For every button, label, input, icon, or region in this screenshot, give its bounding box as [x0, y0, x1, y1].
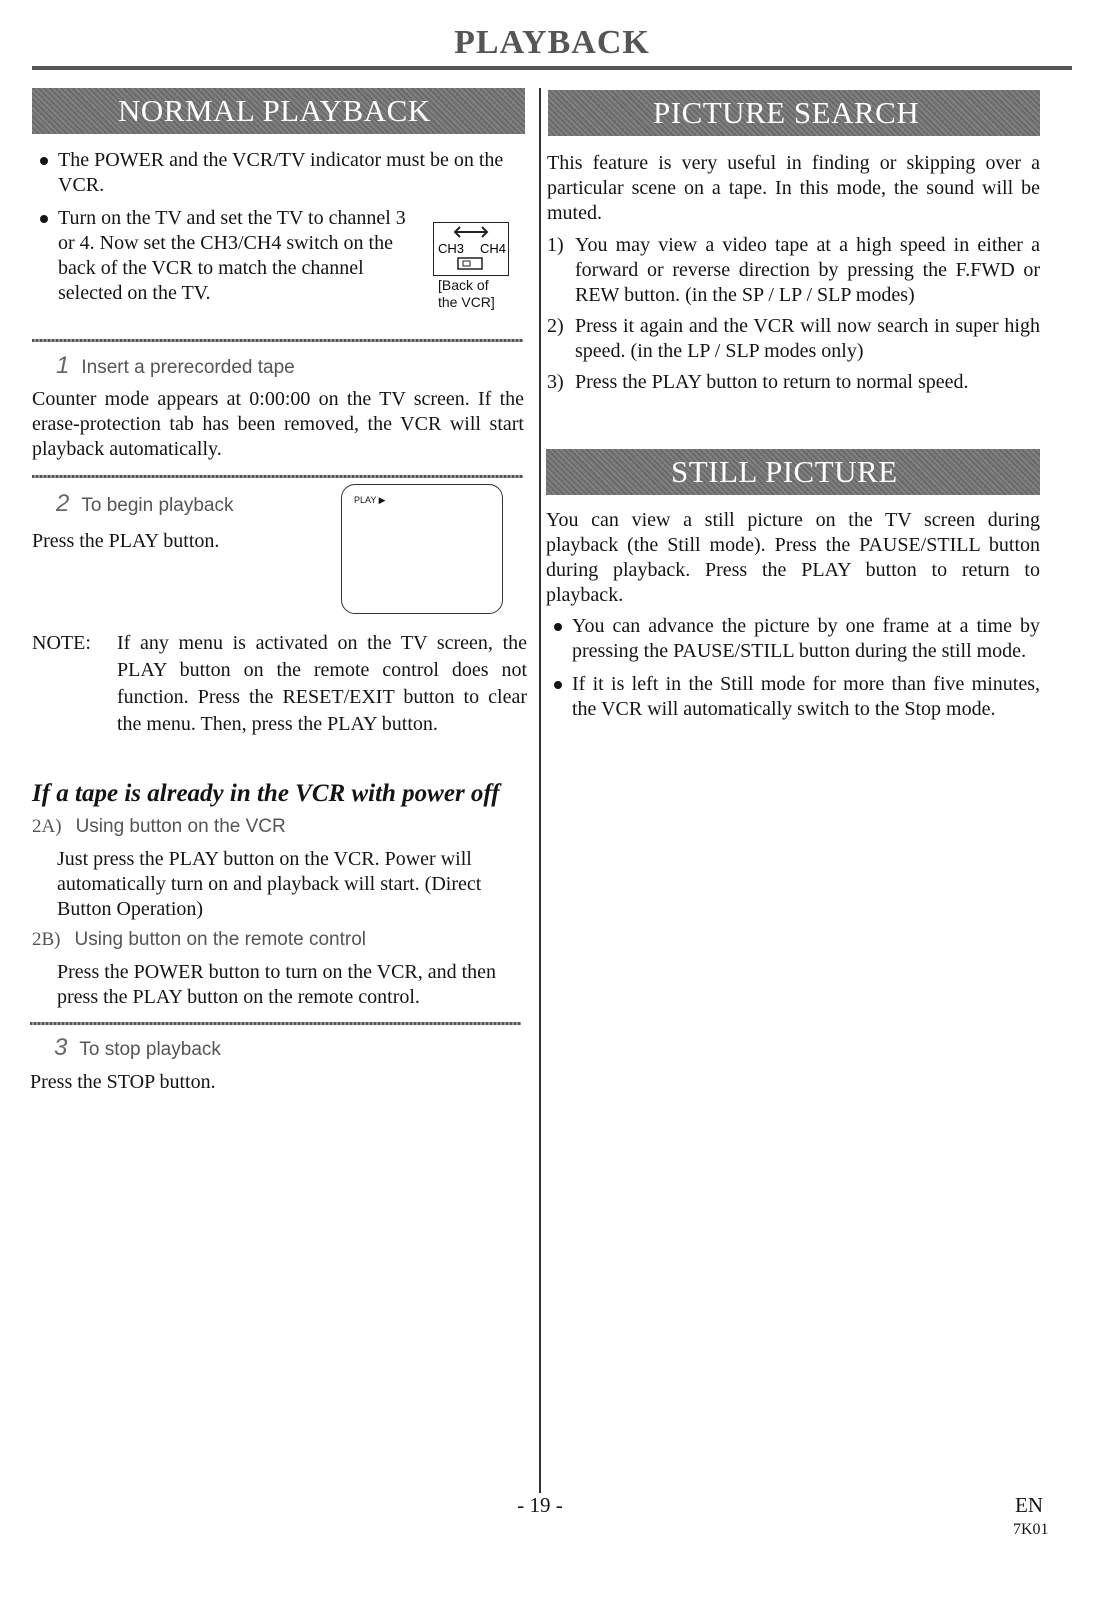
- item-number: 1): [547, 234, 564, 256]
- item-number: 3): [547, 371, 564, 393]
- bullet-text: Turn on the TV and set the TV to channel 3 or 4. Now set the CH3/CH4 switch on the back of the VCR to match the channel selected on the TV.: [58, 207, 406, 304]
- picture-search-title: PICTURE SEARCH: [653, 95, 920, 130]
- normal-playback-title: NORMAL PLAYBACK: [118, 93, 431, 128]
- picture-search-steps: [547, 233, 1040, 401]
- step-3-text: Press the STOP button.: [30, 1071, 216, 1093]
- picture-search-banner: [548, 90, 1040, 136]
- column-divider: [539, 88, 541, 1493]
- sub-title: Using button on the VCR: [75, 816, 286, 837]
- still-picture-banner: [546, 449, 1040, 495]
- switch-caption-line: [Back of: [438, 277, 489, 293]
- tv-screen-illustration: [341, 484, 503, 614]
- section-rule: [30, 1022, 521, 1025]
- bullet-item: [546, 614, 1040, 664]
- ch-switch-icon: [434, 223, 508, 275]
- note-text: If any menu is activated on the TV screen, the PLAY button on the remote control does not function. Press the RESET/EXIT button to clear the menu. Then, press the PLAY button.: [117, 632, 527, 735]
- play-osd-label: PLAY ▶: [354, 495, 386, 505]
- ch3-ch4-switch-diagram: [433, 222, 509, 276]
- step-3-heading: [54, 1034, 221, 1062]
- ch4-label: CH4: [480, 241, 507, 256]
- still-picture-intro: You can view a still picture on the TV screen during playback (the Still mode). Press the PAUSE/STILL button during playback. Press the PLAY button to return to playback.: [546, 509, 1040, 606]
- numbered-item: [547, 233, 1040, 308]
- note-label: NOTE:: [32, 632, 91, 654]
- bullet-text: If it is left in the Still mode for more than five minutes, the VCR will automatically switch to the Stop mode.: [572, 673, 1040, 720]
- step-title: To stop playback: [79, 1039, 221, 1060]
- switch-caption-line: the VCR]: [438, 294, 495, 310]
- language-code: EN: [1015, 1493, 1043, 1517]
- step-2-text: Press the PLAY button.: [32, 530, 220, 552]
- sub-2b-heading: [32, 929, 366, 951]
- step-title: To begin playback: [81, 495, 234, 516]
- note-block: [32, 630, 527, 740]
- sub-2b-text: Press the POWER button to turn on the VCR, and then press the PLAY button on the remote control.: [57, 961, 497, 1008]
- bullet-text: The POWER and the VCR/TV indicator must be on the VCR.: [58, 149, 504, 196]
- numbered-item: [547, 370, 1040, 395]
- still-picture-bullets: [546, 614, 1040, 730]
- ch3-label: CH3: [438, 241, 465, 256]
- numbered-item: [547, 314, 1040, 364]
- sub-key: 2A): [32, 816, 62, 837]
- picture-search-intro: This feature is very useful in finding or skipping over a particular scene on a tape. In this mode, the sound will be muted.: [547, 152, 1040, 224]
- step-number: 1: [56, 352, 70, 379]
- item-text: Press it again and the VCR will now search in super high speed. (in the LP / SLP modes only): [575, 315, 1040, 362]
- section-rule: [32, 475, 523, 478]
- bullet-item: [32, 148, 526, 198]
- power-off-heading: If a tape is already in the VCR with power off: [32, 780, 500, 807]
- section-rule: [32, 339, 523, 342]
- sub-key: 2B): [32, 929, 61, 950]
- bullet-text: You can advance the picture by one frame at a time by pressing the PAUSE/STILL button during the still mode.: [572, 615, 1040, 662]
- item-text: You may view a video tape at a high speed in either a forward or reverse direction by pressing the F.FWD or REW button. (in the SP / LP / SLP modes): [575, 234, 1040, 306]
- document-code: 7K01: [1013, 1521, 1049, 1538]
- page-title: PLAYBACK: [454, 24, 650, 61]
- still-picture-title: STILL PICTURE: [671, 454, 898, 489]
- step-number: 2: [56, 490, 70, 517]
- bullet-item: [546, 672, 1040, 722]
- sub-2a-text: Just press the PLAY button on the VCR. Power will automatically turn on and playback will start. (Direct Button Operation): [57, 848, 482, 920]
- sub-2a-heading: [32, 816, 286, 838]
- sub-title: Using button on the remote control: [74, 929, 367, 950]
- step-number: 3: [54, 1034, 68, 1061]
- step-1-heading: [56, 352, 295, 380]
- step-1-text: Counter mode appears at 0:00:00 on the TV screen. If the erase-protection tab has been removed, the VCR will start playback automatically.: [32, 388, 524, 460]
- item-text: Press the PLAY button to return to normal speed.: [575, 371, 969, 393]
- switch-caption: [438, 277, 495, 311]
- step-title: Insert a prerecorded tape: [81, 357, 295, 378]
- page-number: - 19 -: [517, 1493, 563, 1517]
- step-2-heading: [56, 490, 233, 518]
- normal-playback-banner: [32, 88, 525, 134]
- item-number: 2): [547, 315, 564, 337]
- title-rule: [32, 66, 1072, 70]
